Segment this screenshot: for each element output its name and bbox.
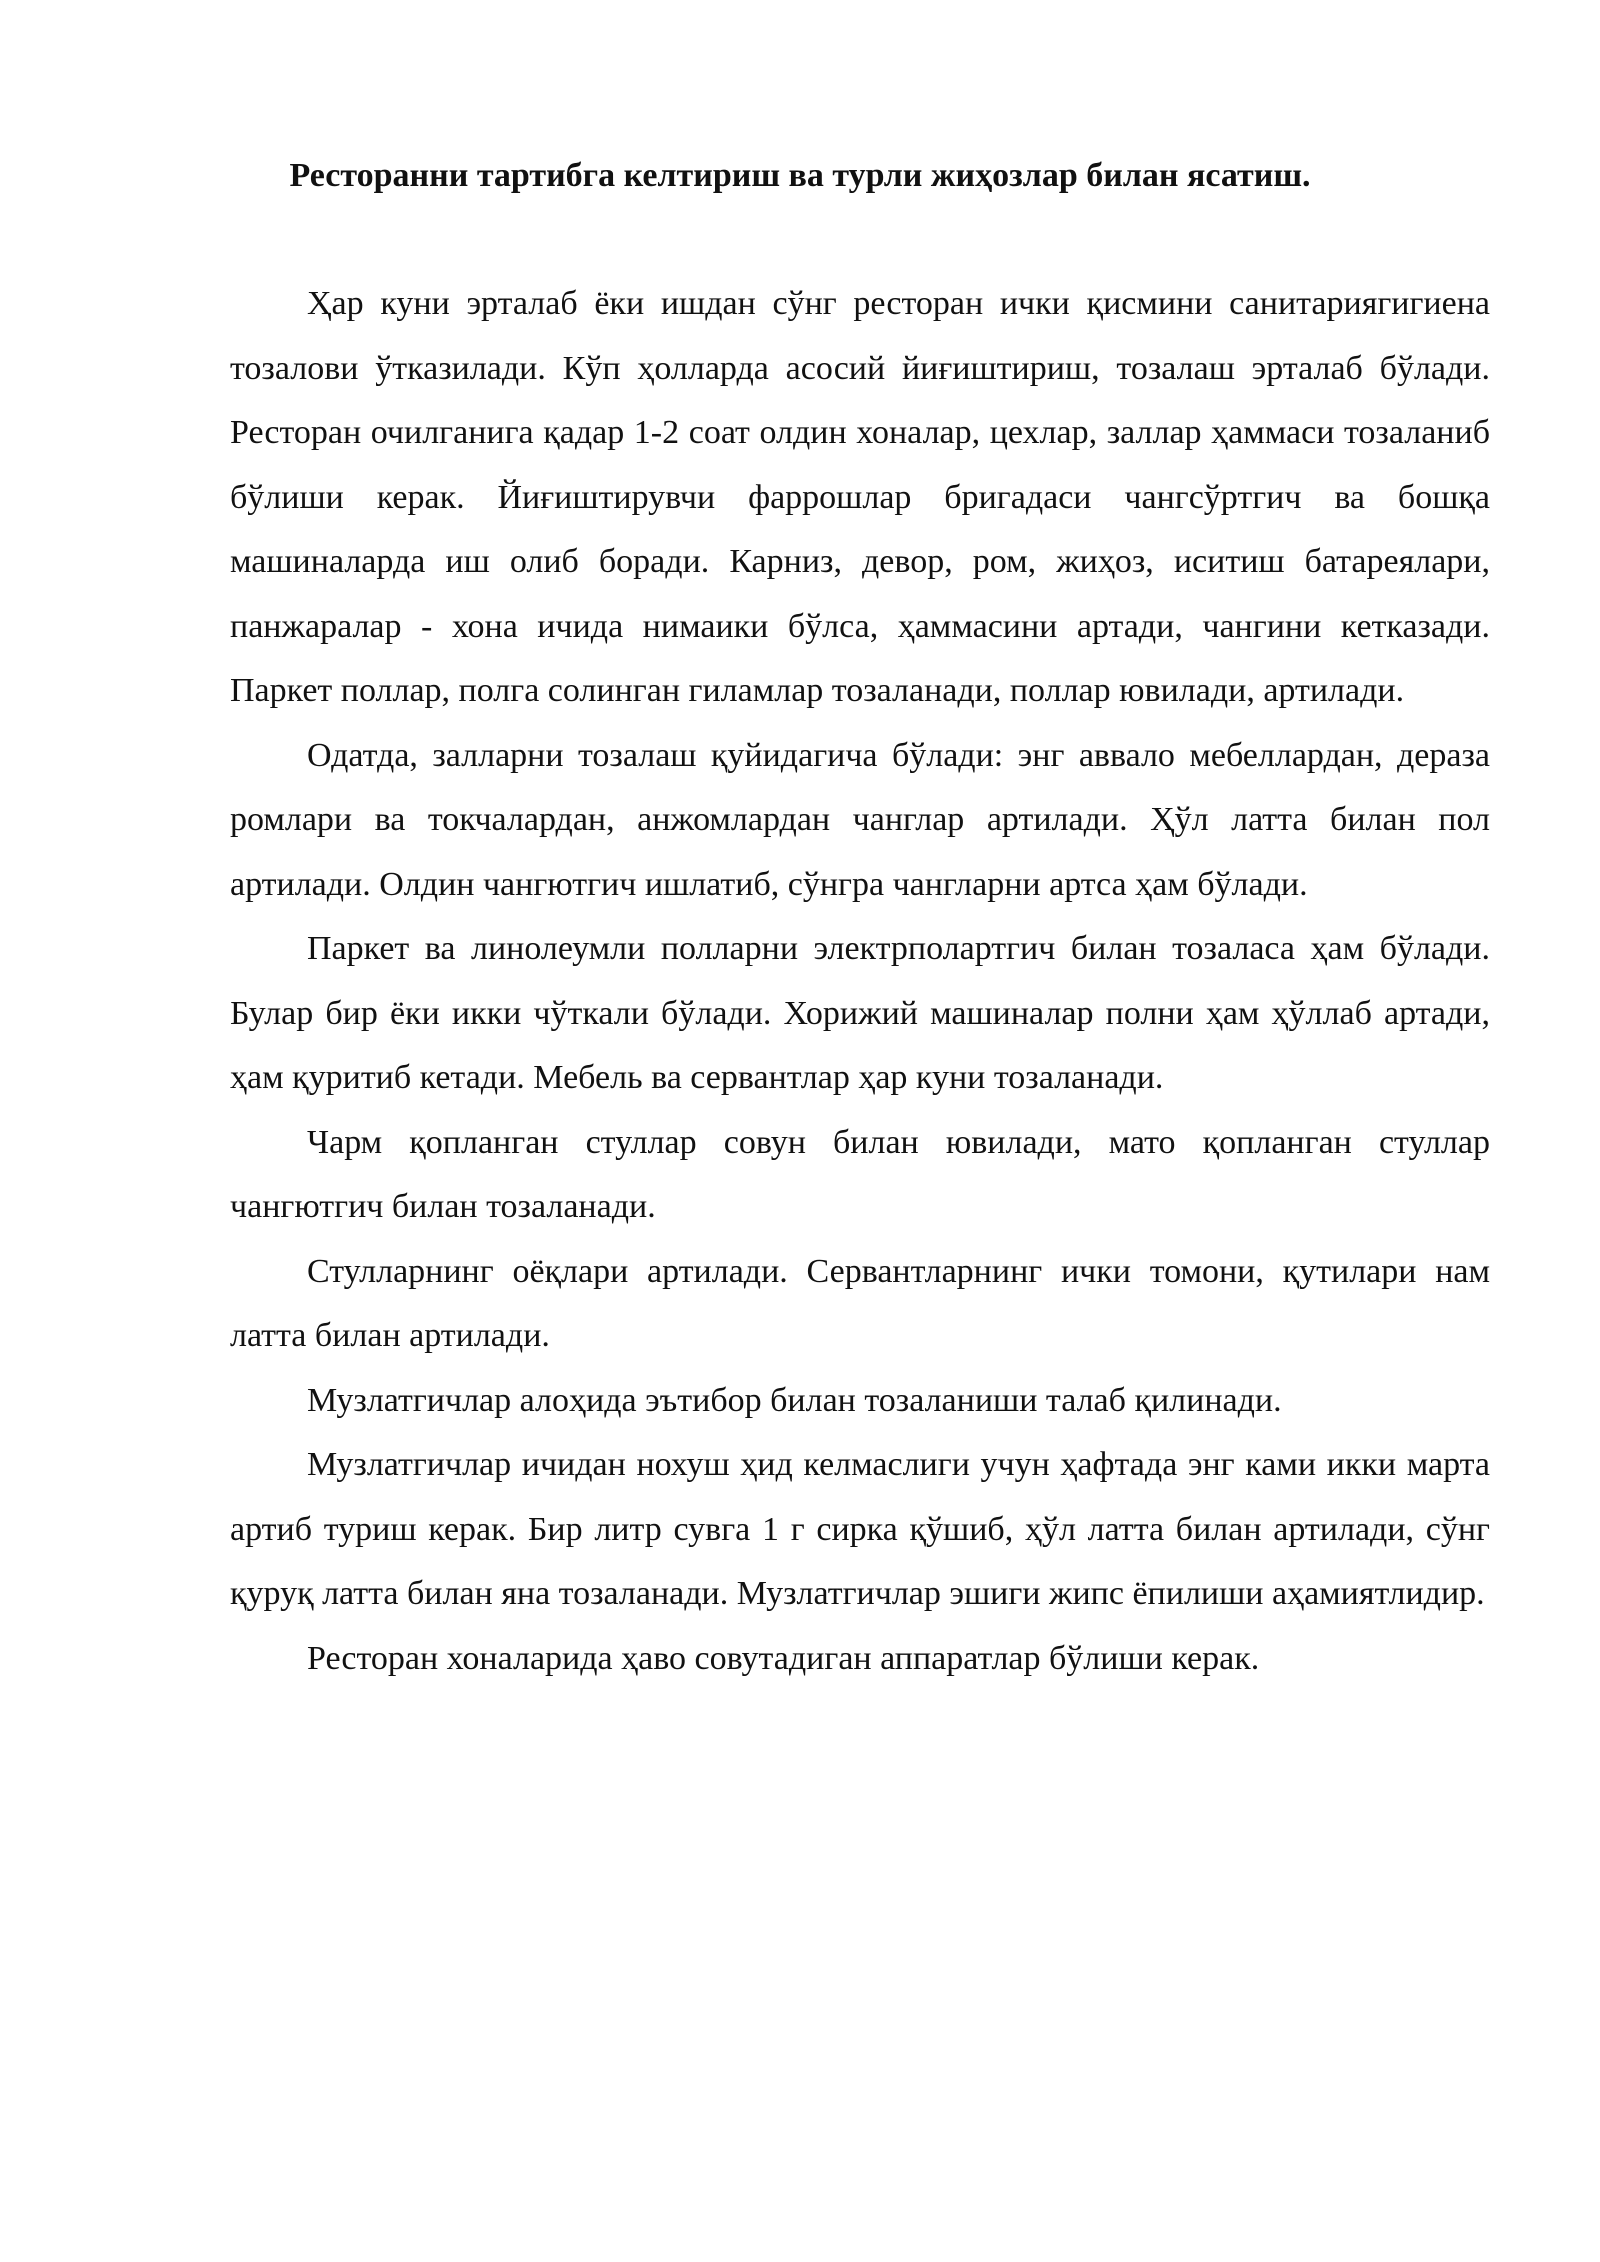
- paragraph-chairs: Чарм қопланган стуллар совун билан ювилади, мато қопланган стуллар чангютгич билан тозаланади.: [230, 1123, 1490, 1225]
- paragraph-floor-machines: Паркет ва линолеумли полларни электрполартгич билан тозаласа ҳам бўлади. Булар бир ёки икки чўткали бўлади. Хорижий машиналар полни ҳам ҳўллаб артади, ҳам қуритиб кетади. Мебель ва сервантлар ҳар куни тозаланади.: [230, 930, 1490, 1096]
- paragraph-chair-legs: Стулларнинг оёқлари артилади. Сервантларнинг ички томони, қутилари нам латта билан артилади.: [230, 1252, 1490, 1354]
- document-body: [230, 272, 1490, 1691]
- paragraph-air-conditioning: Ресторан хоналарида ҳаво совутадиган аппаратлар бўлиши керак.: [307, 1639, 1260, 1677]
- paragraph-hall-cleaning: Одатда, залларни тозалаш қуйидагича бўлади: энг аввало мебеллардан, дераза ромлари ва токчалардан, анжомлардан чанглар артилади. Ҳўл латта билан пол артилади. Олдин чангютгич ишлатиб, сўнгра чангларни артса ҳам бўлади.: [230, 736, 1490, 903]
- paragraph-daily-cleaning: Ҳар куни эрталаб ёки ишдан сўнг ресторан ички қисмини санитариягигиена тозалови ўтказилади. Кўп ҳолларда асосий йиғиштириш, тозалаш эрталаб бўлади. Ресторан очилганига қадар 1-2 соат олдин хоналар, цехлар, заллар ҳаммаси тозаланиб бўлиши керак. Йиғиштирувчи фаррошлар бригадаси чангсўртгич ва бошқа машиналарда иш олиб боради. Карниз, девор, ром, жиҳоз, иситиш батареялари, панжаралар - хона ичида нимаики бўлса, ҳаммасини артади, чангини кетказади. Паркет поллар, полга солинган гиламлар тозаланади, поллар ювилади, артилади.: [230, 285, 1490, 709]
- paragraph-fridges-attention: Музлатгичлар алоҳида эътибор билан тозаланиши талаб қилинади.: [307, 1381, 1282, 1419]
- document-title: Ресторанни тартибга келтириш ва турли жиҳозлар билан ясатиш.: [289, 157, 1311, 194]
- paragraph-fridges-cleaning: Музлатгичлар ичидан нохуш ҳид келмаслиги учун ҳафтада энг ками икки марта артиб туриш керак. Бир литр сувга 1 г сирка қўшиб, ҳўл латта билан артилади, сўнг қуруқ латта билан яна тозаланади. Музлатгичлар эшиги жипс ёпилиши аҳамиятлидир.: [230, 1446, 1490, 1612]
